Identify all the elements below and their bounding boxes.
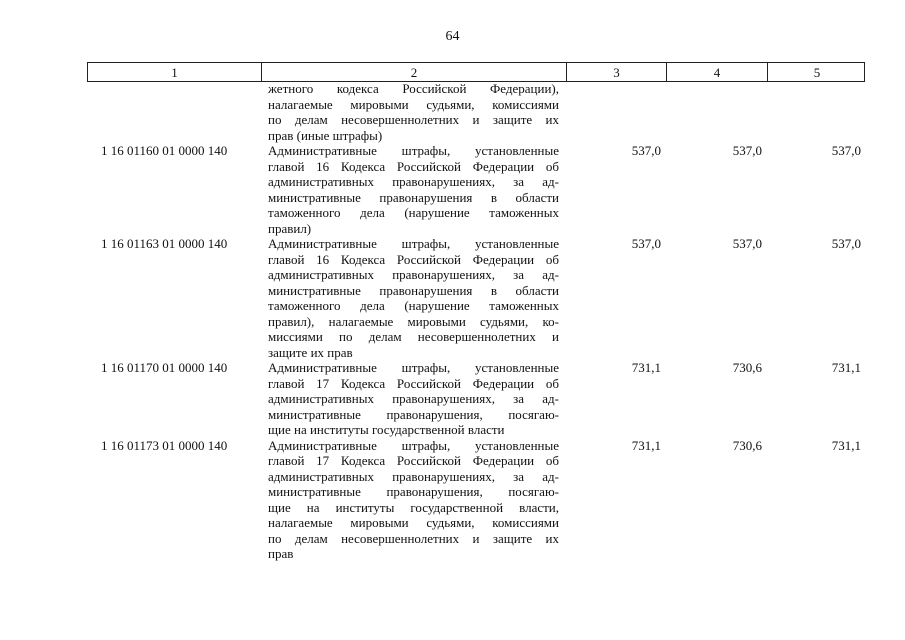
description-line: щие на институты государственной власти bbox=[268, 422, 505, 437]
row-code: 1 16 01173 01 0000 140 bbox=[101, 437, 228, 453]
description-line: административных правонарушениях, за ад- bbox=[268, 267, 559, 282]
table-header bbox=[87, 62, 865, 82]
row-value-5 bbox=[766, 82, 865, 143]
description-line: Административные штрафы, установленные bbox=[268, 143, 559, 158]
description-line: главой 17 Кодекса Российской Федерации об bbox=[268, 375, 559, 391]
description-line: главой 16 Кодекса Российской Федерации об bbox=[268, 251, 559, 267]
description-line: Административные штрафы, установленные bbox=[268, 360, 559, 375]
description-line: главой 16 Кодекса Российской Федерации об bbox=[268, 158, 559, 174]
row-code bbox=[87, 82, 260, 143]
description-line: министративные правонарушения, посягаю- bbox=[268, 484, 559, 499]
description-line: миссиями по делам несовершеннолетних и bbox=[268, 329, 559, 344]
row-code: 1 16 01170 01 0000 140 bbox=[101, 360, 228, 375]
row-code: 1 16 01163 01 0000 140 bbox=[101, 236, 228, 251]
row-value-3: 731,1 bbox=[631, 437, 661, 453]
column-header-1: 1 bbox=[171, 65, 178, 80]
description-line: по делам несовершеннолетних и защите их bbox=[268, 112, 559, 127]
row-value-3 bbox=[565, 82, 665, 143]
row-value-5: 537,0 bbox=[831, 143, 861, 158]
budget-table bbox=[87, 62, 865, 562]
description-line: налагаемые мировыми судьями, комиссиями bbox=[268, 96, 559, 112]
description-line: министративные правонарушения в области bbox=[268, 189, 559, 205]
column-header-3: 3 bbox=[566, 63, 666, 82]
row-description bbox=[260, 81, 565, 143]
row-value-3: 537,0 bbox=[631, 236, 661, 251]
row-description bbox=[260, 236, 565, 360]
row-code: 1 16 01160 01 0000 140 bbox=[101, 143, 228, 158]
row-value-3: 537,0 bbox=[631, 143, 661, 158]
description-line: Административные штрафы, установленные bbox=[268, 236, 559, 251]
description-line: административных правонарушениях, за ад- bbox=[268, 174, 559, 189]
description-line: административных правонарушениях, за ад- bbox=[268, 391, 559, 406]
table-row bbox=[87, 143, 865, 236]
column-header-4: 4 bbox=[666, 63, 767, 82]
description-line: таможенного дела (нарушение таможенных bbox=[268, 205, 559, 220]
table-row bbox=[87, 236, 865, 360]
row-value-4: 537,0 bbox=[732, 236, 762, 251]
description-line: правил), налагаемые мировыми судьями, ко- bbox=[268, 313, 559, 329]
table-row bbox=[87, 438, 865, 562]
row-value-3: 731,1 bbox=[631, 360, 661, 375]
description-line: щие на институты государственной власти, bbox=[268, 499, 559, 515]
description-line: правил) bbox=[268, 220, 312, 236]
description-line: прав (иные штрафы) bbox=[268, 127, 383, 143]
table-body bbox=[87, 82, 865, 562]
table-row bbox=[87, 82, 865, 143]
description-line: прав bbox=[268, 546, 294, 561]
description-line: министративные правонарушения в области bbox=[268, 282, 559, 298]
description-line: Административные штрафы, установленные bbox=[268, 437, 559, 453]
row-value-5: 731,1 bbox=[831, 437, 861, 453]
row-value-4: 730,6 bbox=[732, 360, 762, 375]
row-value-4 bbox=[665, 82, 766, 143]
description-line: административных правонарушениях, за ад- bbox=[268, 468, 559, 484]
row-value-4: 537,0 bbox=[732, 143, 762, 158]
row-value-5: 731,1 bbox=[831, 360, 861, 375]
description-line: жетного кодекса Российской Федерации), bbox=[268, 81, 559, 96]
row-description bbox=[260, 438, 565, 562]
column-header-5: 5 bbox=[767, 63, 866, 82]
column-header-2: 2 bbox=[261, 63, 566, 82]
description-line: таможенного дела (нарушение таможенных bbox=[268, 298, 559, 313]
description-line: по делам несовершеннолетних и защите их bbox=[268, 530, 559, 546]
description-line: главой 17 Кодекса Российской Федерации об bbox=[268, 453, 559, 468]
row-value-5: 537,0 bbox=[831, 236, 861, 251]
description-line: министративные правонарушения, посягаю- bbox=[268, 406, 559, 422]
page-number: 64 bbox=[445, 29, 460, 44]
description-line: налагаемые мировыми судьями, комиссиями bbox=[268, 515, 559, 530]
row-description bbox=[260, 143, 565, 236]
row-value-4: 730,6 bbox=[732, 437, 762, 453]
description-line: защите их прав bbox=[268, 344, 353, 360]
row-description bbox=[260, 360, 565, 438]
table-row bbox=[87, 360, 865, 438]
